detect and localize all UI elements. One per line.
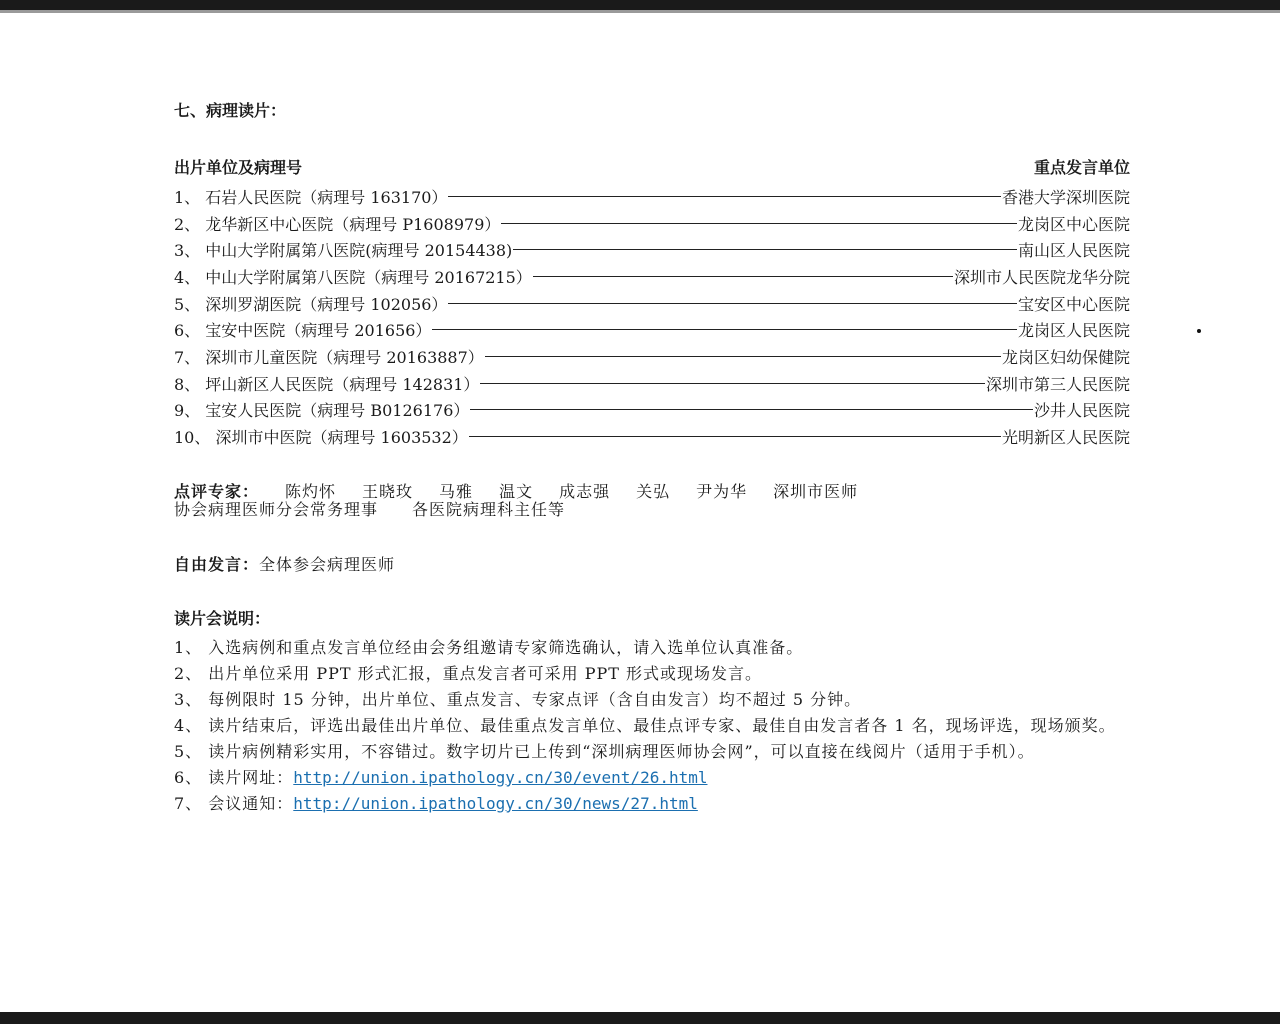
free-speech-text: 全体参会病理医师: [259, 554, 396, 574]
case-source: 7、 深圳市儿童医院（病理号 20163887）: [174, 347, 484, 367]
case-row: [174, 263, 1130, 290]
case-row: [174, 316, 1130, 343]
column-headers: [174, 155, 1130, 181]
expert-name: 陈灼怀: [285, 481, 337, 501]
event-link[interactable]: http://union.ipathology.cn/30/event/26.html: [293, 767, 708, 787]
note-link-label: 6、 读片网址：: [174, 767, 294, 787]
leader-line: [432, 329, 1017, 330]
leader-line: [470, 409, 1033, 410]
note-item: 1、 入选病例和重点发言单位经由会务组邀请专家筛选确认，请入选单位认真准备。: [174, 637, 804, 657]
expert-name: 马雅: [439, 481, 474, 501]
expert-name: 温文: [499, 481, 534, 501]
case-source: 6、 宝安中医院（病理号 201656）: [174, 321, 432, 341]
case-source: 10、 深圳市中医院（病理号 1603532）: [174, 428, 468, 448]
case-speaker: 南山区人民医院: [1017, 241, 1130, 261]
case-row: [174, 183, 1130, 210]
case-speaker: 龙岗区妇幼保健院: [1001, 347, 1130, 367]
news-link[interactable]: http://union.ipathology.cn/30/news/27.html: [293, 793, 698, 813]
case-row: [174, 423, 1130, 450]
case-row: [174, 236, 1130, 263]
expert-name: 尹为华: [696, 481, 748, 501]
case-row: [174, 343, 1130, 370]
section-title: 七、病理读片：: [174, 101, 287, 120]
leader-line: [485, 356, 1001, 357]
leader-line: [513, 249, 1017, 250]
case-source: 1、 石岩人民医院（病理号 163170）: [174, 187, 448, 207]
note-link-row: [174, 769, 1130, 787]
case-source: 4、 中山大学附属第八医院（病理号 20167215）: [174, 267, 532, 287]
experts-line-2: 协会病理医师分会常务理事 各医院病理科主任等: [174, 499, 566, 519]
scan-speck: [1197, 329, 1201, 333]
case-row: [174, 290, 1130, 317]
leader-line: [501, 223, 1017, 224]
case-source: 2、 龙华新区中心医院（病理号 P1608979）: [174, 214, 501, 234]
free-speech-label: 自由发言：: [174, 554, 260, 574]
case-source: 5、 深圳罗湖医院（病理号 102056）: [174, 294, 448, 314]
leader-line: [480, 383, 985, 384]
case-row: [174, 210, 1130, 237]
experts-line-1: [174, 483, 1130, 501]
expert-name: 关弘: [636, 481, 671, 501]
case-speaker: 香港大学深圳医院: [1001, 187, 1130, 207]
expert-name: 成志强: [559, 481, 611, 501]
leader-line: [448, 303, 1017, 304]
column-header-left: 出片单位及病理号: [174, 158, 303, 177]
case-speaker: 龙岗区人民医院: [1017, 321, 1130, 341]
expert-name: 王晓玫: [362, 481, 414, 501]
case-speaker: 宝安区中心医院: [1017, 294, 1130, 314]
leader-line: [448, 196, 1001, 197]
column-header-right: 重点发言单位: [1033, 158, 1130, 177]
notes-title: 读片会说明：: [174, 608, 271, 628]
note-link-row: [174, 795, 1130, 813]
case-source: 9、 宝安人民医院（病理号 B0126176）: [174, 401, 470, 421]
case-row: [174, 370, 1130, 397]
case-source: 3、 中山大学附属第八医院(病理号 20154438): [174, 241, 513, 261]
note-item: 5、 读片病例精彩实用，不容错过。数字切片已上传到“深圳病理医师协会网”，可以直接在线阅片（适用于手机）。: [174, 741, 1035, 761]
scan-edge-top-shadow: [0, 10, 1280, 13]
case-row: [174, 397, 1130, 424]
experts-tail: 深圳市医师: [773, 481, 859, 501]
case-speaker: 深圳市第三人民医院: [985, 374, 1130, 394]
free-speech: [174, 555, 1130, 575]
leader-line: [533, 276, 953, 277]
leader-line: [469, 436, 1001, 437]
case-speaker: 深圳市人民医院龙华分院: [953, 267, 1130, 287]
note-item: 3、 每例限时 15 分钟，出片单位、重点发言、专家点评（含自由发言）均不超过 5 分钟。: [174, 689, 862, 709]
scan-edge-bottom: [0, 1012, 1280, 1024]
note-item: 2、 出片单位采用 PPT 形式汇报，重点发言者可采用 PPT 形式或现场发言。: [174, 663, 763, 683]
note-item: 4、 读片结束后，评选出最佳出片单位、最佳重点发言单位、最佳点评专家、最佳自由发言者各 1 名，现场评选，现场颁奖。: [174, 715, 1116, 735]
case-source: 8、 坪山新区人民医院（病理号 142831）: [174, 374, 480, 394]
scan-edge-top: [0, 0, 1280, 10]
case-speaker: 龙岗区中心医院: [1017, 214, 1130, 234]
experts-label: 点评专家：: [174, 481, 260, 501]
experts-block: [174, 483, 1130, 519]
note-link-label: 7、 会议通知：: [174, 793, 294, 813]
case-speaker: 沙井人民医院: [1033, 401, 1130, 421]
case-list: [174, 183, 1130, 450]
document-page: [174, 98, 1130, 813]
case-speaker: 光明新区人民医院: [1001, 428, 1130, 448]
